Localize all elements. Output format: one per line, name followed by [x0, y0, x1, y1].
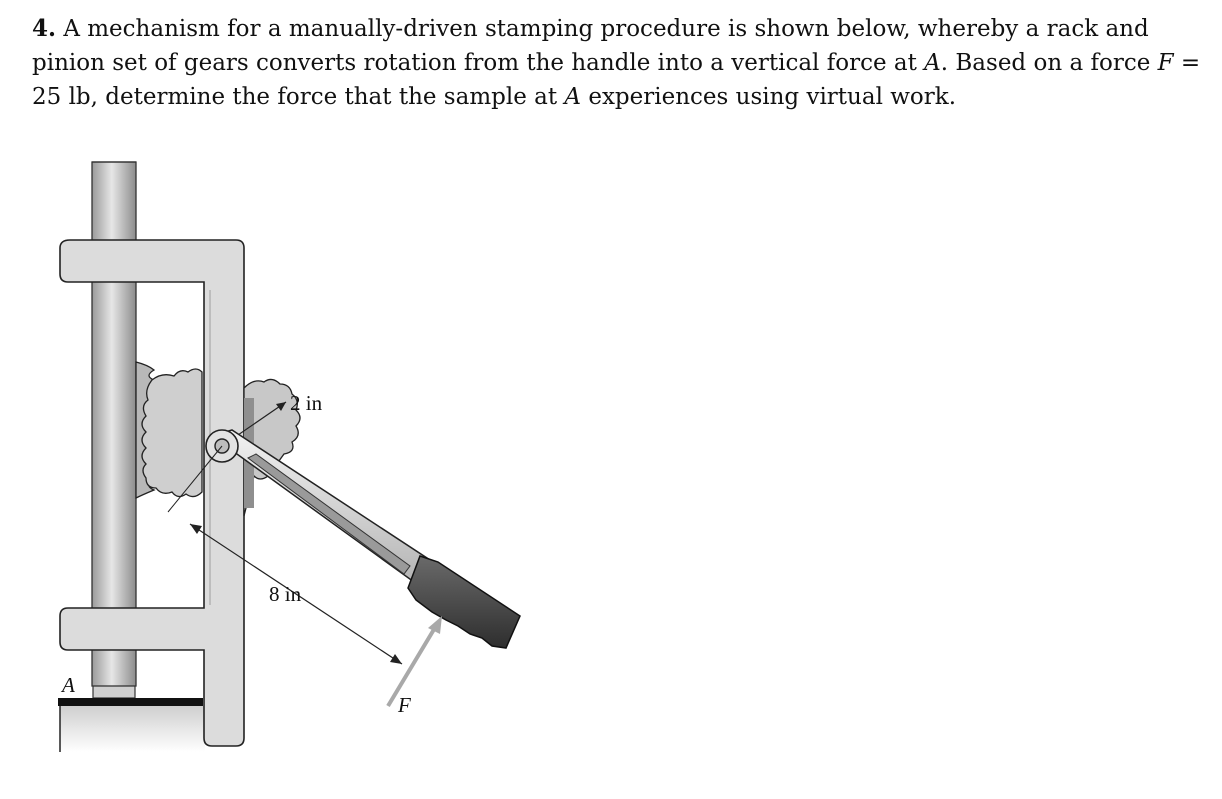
- force-arrow-head: [428, 616, 442, 634]
- frame: [60, 240, 244, 746]
- force-label: F: [398, 693, 411, 717]
- handle: [206, 430, 520, 648]
- force-arrow-shaft: [388, 626, 436, 706]
- problem-text-1: A mechanism for a manually-driven stamping procedure is shown below, whereby a rack and pinion set of gears converts rotation from the handle into a vertical force at: [32, 16, 1149, 76]
- problem-number: 4.: [32, 15, 57, 42]
- point-variable-2: A: [564, 84, 582, 110]
- point-variable: A: [924, 50, 941, 76]
- force-variable: F: [1157, 50, 1174, 76]
- pinion-radius-label: 2 in: [290, 391, 323, 415]
- platform-plate: [58, 698, 203, 706]
- pinion-gear-left: [142, 369, 202, 497]
- problem-text-3: = 25 lb, determine the force that the sample at: [32, 50, 1201, 110]
- handle-length-label: 8 in: [269, 582, 302, 606]
- problem-text-2: . Based on a force: [940, 50, 1151, 76]
- handle-dimension-arrow-end: [390, 654, 402, 664]
- problem-text-4: experiences using virtual work.: [588, 84, 957, 110]
- handle-grip: [408, 556, 520, 648]
- point-a-label: A: [62, 673, 75, 697]
- handle-dimension-arrow-start: [190, 524, 202, 534]
- handle-slot: [248, 454, 410, 574]
- base-block: [60, 706, 205, 752]
